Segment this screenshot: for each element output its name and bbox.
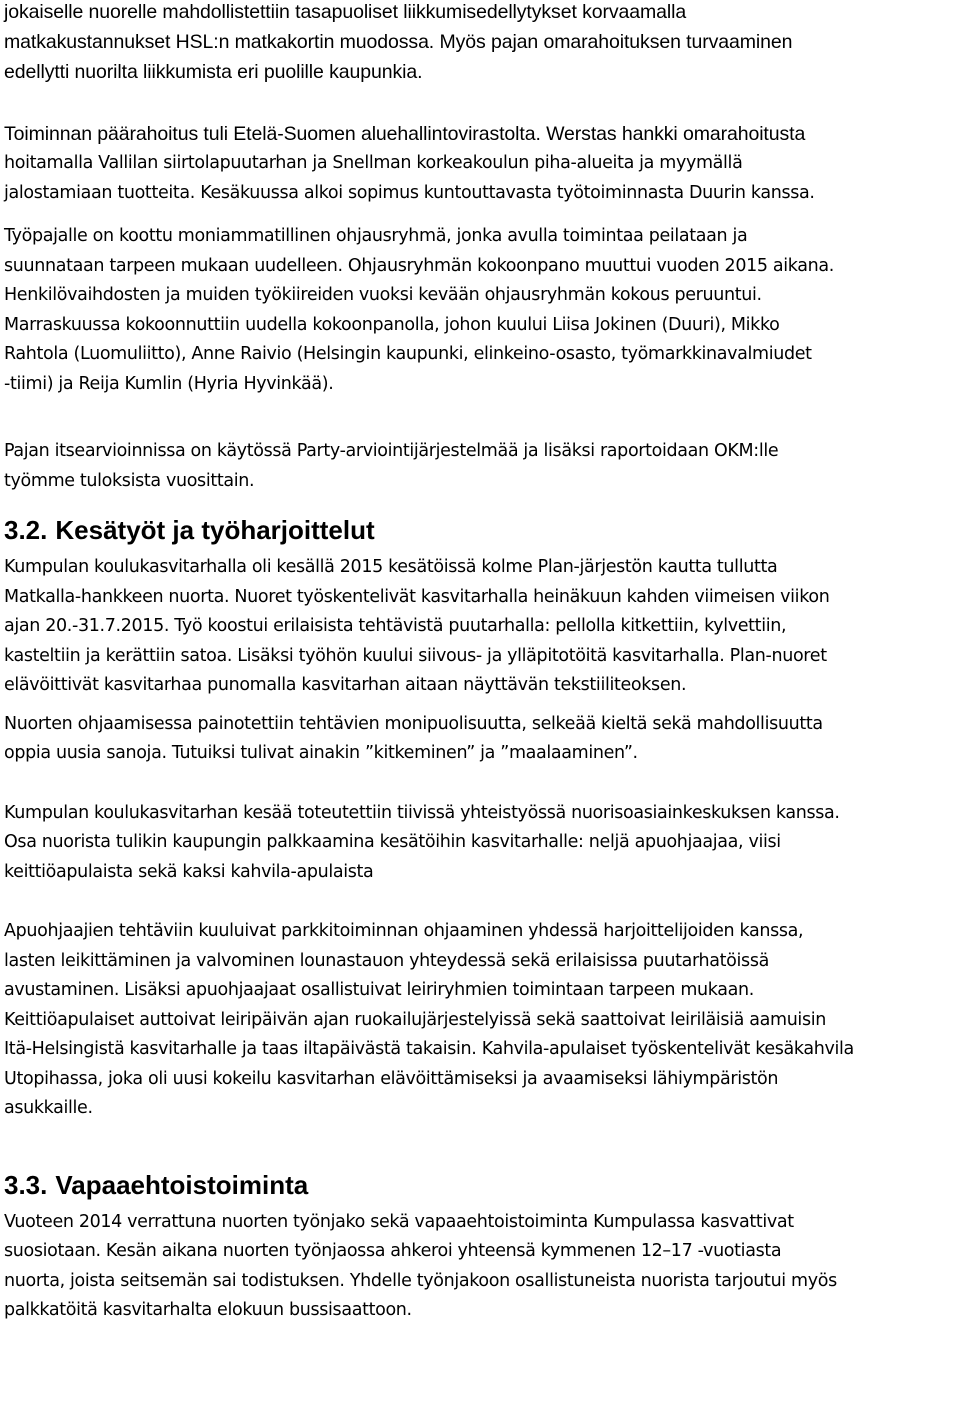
- text-line: Keittiöapulaiset auttoivat leiripäivän ajan ruokailujärjestelyissä sekä saattoivat leiriläisiä aamuisin: [4, 1009, 826, 1030]
- text-line: Utopihassa, joka oli uusi kokeilu kasvitarhan elävöittämiseksi ja avaamiseksi lähiympäristön: [4, 1068, 779, 1089]
- text-line: Toiminnan päärahoitus tuli Etelä-Suomen aluehallintovirastolta. Werstas hankki omarahoitusta: [4, 123, 806, 145]
- text-line: Vuoteen 2014 verrattuna nuorten työnjako sekä vapaaehtoistoiminta Kumpulassa kasvattivat: [4, 1211, 794, 1232]
- paragraph-guidance: [4, 710, 956, 769]
- section-title: Vapaaehtoistoiminta: [55, 1169, 309, 1200]
- paragraph-self-assessment: [4, 437, 956, 496]
- text-line: edellytti nuorilta liikkumista eri puolille kaupunkia.: [4, 61, 423, 83]
- text-line: nuorta, joista seitsemän sai todistuksen. Yhdelle työnjakoon osallistuneista nuorista tarjoutui myös: [4, 1270, 837, 1291]
- document-page: [4, 0, 956, 1326]
- text-line: suosiotaan. Kesän aikana nuorten työnjaossa ahkeroi yhteensä kymmenen 12–17 -vuotiasta: [4, 1241, 782, 1261]
- paragraph-summer-jobs: [4, 553, 956, 701]
- text-line: työmme tuloksista vuosittain.: [4, 470, 255, 491]
- text-line: -tiimi) ja Reija Kumlin (Hyria Hyvinkää).: [4, 373, 334, 394]
- text-line: Rahtola (Luomuliitto), Anne Raivio (Helsingin kaupunki, elinkeino-osasto, työmarkkinavalmiudet: [4, 344, 812, 364]
- text-line: jokaiselle nuorelle mahdollistettiin tasapuoliset liikkumisedellytykset korvaamalla: [4, 1, 687, 23]
- text-line: jalostamiaan tuotteita. Kesäkuussa alkoi sopimus kuntouttavasta työtoiminnasta Duurin kanssa.: [4, 182, 815, 203]
- paragraph-assistant-tasks: [4, 917, 956, 1124]
- text-line: Pajan itsearvioinnissa on käytössä Party-arviointijärjestelmää ja lisäksi raportoidaan OKM:lle: [4, 441, 779, 461]
- text-line: matkakustannukset HSL:n matkakortin muodossa. Myös pajan omarahoituksen turvaaminen: [4, 31, 793, 53]
- text-line: Kumpulan koulukasvitarhalla oli kesällä 2015 kesätöissä kolme Plan-järjestön kautta tullutta: [4, 557, 778, 577]
- text-line: Työpajalle on koottu moniammatillinen ohjausryhmä, jonka avulla toimintaa peilataan ja: [4, 226, 748, 246]
- section-heading-3-2: [4, 513, 956, 547]
- text-line: suunnataan tarpeen mukaan uudelleen. Ohjausryhmän kokoonpano muuttui vuoden 2015 aikana.: [4, 255, 834, 276]
- paragraph-steering-group: [4, 222, 956, 399]
- text-line: hoitamalla Vallilan siirtolapuutarhan ja Snellman korkeakoulun piha-alueita ja myymällä: [4, 153, 743, 173]
- text-line: elävöittivät kasvitarhaa punomalla kasvitarhan aitaan näyttävän tekstiiliteoksen.: [4, 675, 687, 695]
- text-line: Henkilövaihdosten ja muiden työkiireiden vuoksi kevään ohjausryhmän kokous peruuntui.: [4, 285, 762, 305]
- text-line: Itä-Helsingistä kasvitarhalle ja taas iltapäivästä takaisin. Kahvila-apulaiset työskentelivät kesäkahvila: [4, 1039, 854, 1059]
- section-number: 3.2.: [4, 515, 48, 545]
- text-line: ajan 20.-31.7.2015. Työ koostui erilaisista tehtävistä puutarhalla: pellolla kitkettiin, kylvettiin,: [4, 616, 787, 636]
- text-line: oppia uusia sanoja. Tutuiksi tulivat ainakin ”kitkeminen” ja ”maalaaminen”.: [4, 743, 638, 763]
- paragraph-cooperation: [4, 799, 956, 888]
- text-line: avustaminen. Lisäksi apuohjaajaat osallistuivat leiriryhmien toimintaan tarpeen mukaan.: [4, 980, 754, 1000]
- text-line: lasten leikittäminen ja valvominen lounastauon yhteydessä sekä erilaisissa puutarhatöissä: [4, 950, 769, 971]
- text-line: Apuohjaajien tehtäviin kuuluivat parkkitoiminnan ohjaaminen yhdessä harjoittelijoiden kanssa,: [4, 921, 804, 941]
- paragraph-funding: [4, 119, 956, 208]
- text-line: Nuorten ohjaamisessa painotettiin tehtävien monipuolisuutta, selkeää kieltä sekä mahdollisuutta: [4, 713, 823, 734]
- text-line: kasteltiin ja kerättiin satoa. Lisäksi työhön kuului siivous- ja ylläpitotöitä kasvitarhalla. Plan-nuoret: [4, 645, 827, 666]
- paragraph-travel-costs: [4, 0, 956, 87]
- paragraph-volunteering: [4, 1208, 956, 1326]
- section-title: Kesätyöt ja työharjoittelut: [55, 515, 375, 545]
- text-line: asukkaille.: [4, 1098, 93, 1118]
- section-number: 3.3.: [4, 1169, 48, 1200]
- text-line: Matkalla-hankkeen nuorta. Nuoret työskentelivät kasvitarhalla heinäkuun kahden viimeisen viikon: [4, 586, 830, 607]
- text-line: palkkatöitä kasvitarhalta elokuun bussisaattoon.: [4, 1300, 412, 1320]
- text-line: Kumpulan koulukasvitarhan kesää toteutettiin tiivissä yhteistyössä nuorisoasiainkeskuksen kanssa.: [4, 802, 840, 823]
- text-line: keittiöapulaista sekä kaksi kahvila-apulaista: [4, 861, 374, 882]
- section-heading-3-3: [4, 1168, 956, 1202]
- text-line: Osa nuorista tulikin kaupungin palkkaamina kesätöihin kasvitarhalle: neljä apuohjaajaa, viisi: [4, 832, 781, 852]
- text-line: Marraskuussa kokoonnuttiin uudella kokoonpanolla, johon kuului Liisa Jokinen (Duuri), Mikko: [4, 314, 780, 335]
